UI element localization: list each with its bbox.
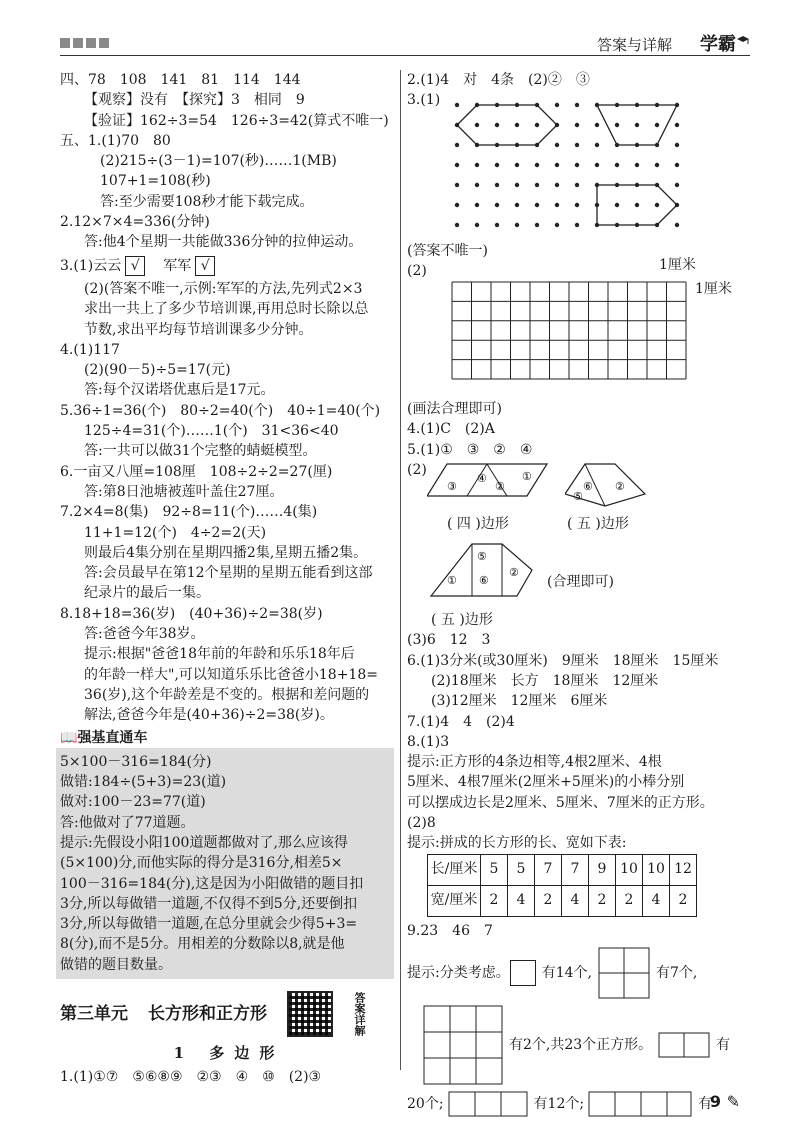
text-line: 答:会员最早在第12个星期的星期五能看到这部 — [84, 565, 373, 582]
lesson-title: 1 多边形 — [173, 1044, 285, 1063]
text-line: 5×100－316=184(分) — [60, 753, 212, 770]
text-line: 五、1.(1)70 80 — [60, 132, 171, 149]
grid-dot — [475, 162, 479, 166]
text-line: 11+1=12(个) 4÷2=2(天) — [84, 524, 267, 541]
grid-dot — [495, 222, 499, 226]
text-line: 8.(1)3 — [407, 733, 450, 750]
text-line: 有7个, — [655, 964, 698, 981]
grid-dot — [555, 222, 559, 226]
table-cell: 5 — [481, 854, 508, 885]
svg-text:②: ② — [509, 566, 519, 580]
text-line: 2.(1)4 对 4条 (2)② ③ — [407, 72, 590, 88]
text-line: 9.23 46 7 — [407, 922, 493, 939]
text-line: 20个; — [407, 1095, 444, 1112]
grid-dot — [595, 162, 599, 166]
tangram-figures — [407, 460, 747, 610]
grid-dot — [455, 182, 459, 186]
text-line: 2.12×7×4=336(分钟) — [60, 214, 210, 231]
grid-dot — [535, 122, 539, 126]
grid-dot — [595, 122, 599, 126]
table-row — [428, 854, 697, 885]
unit-number: 第三单元 — [60, 1003, 128, 1024]
text-line: 有12个; — [533, 1095, 585, 1112]
page-number: 9 ✎ — [709, 1092, 740, 1111]
grid-dot — [455, 222, 459, 226]
column-divider — [400, 70, 401, 1070]
text-line: 【观察】没有 【探究】3 相同 9 — [84, 92, 305, 109]
q9-row — [407, 947, 747, 999]
text-line: 5厘米、4根7厘米(2厘米+5厘米)的小棒分别 — [407, 774, 685, 791]
svg-text:②: ② — [615, 480, 625, 494]
svg-text:①: ① — [522, 470, 532, 484]
book-icon: 📖 — [60, 729, 78, 746]
text-line: 7.(1)4 4 (2)4 — [407, 713, 515, 730]
grid-dot — [575, 222, 579, 226]
grid-dot — [515, 162, 519, 166]
table-cell: 2 — [616, 885, 643, 916]
grid-dot — [635, 122, 639, 126]
text-line: 3分,所以每做错一道题,在总分里就会少得5+3= — [60, 916, 358, 933]
text-line: (2)(答案不唯一,示例:军军的方法,先列式2×3 — [84, 280, 363, 297]
grid-dot — [655, 122, 659, 126]
check-box: √ — [195, 256, 215, 276]
text-line: (合理即可) — [547, 574, 614, 591]
table-cell: 2 — [535, 885, 562, 916]
grid-dot — [655, 162, 659, 166]
grid-dot — [635, 202, 639, 206]
table-cell: 4 — [643, 885, 670, 916]
text-line: 答:至少需要108秒才能下载完成。 — [100, 193, 314, 210]
table-cell: 9 — [589, 854, 616, 885]
unit-title — [60, 991, 398, 1037]
grid-dot — [515, 222, 519, 226]
unit-name: 长方形和正方形 — [148, 1003, 267, 1024]
polygon-label: ( 五 )边形 — [567, 516, 629, 533]
grid-dot — [535, 222, 539, 226]
grid-dot — [655, 202, 659, 206]
text-line: 纪录片的最后一集。 — [84, 585, 210, 602]
text-line: 4.(1)C (2)A — [407, 421, 495, 438]
grid-dot — [675, 122, 679, 126]
table-header: 宽/厘米 — [428, 885, 481, 916]
text-line: 提示:根据"爸爸18年前的年龄和乐乐18年后 — [84, 646, 355, 663]
grid-dot — [535, 162, 539, 166]
text-line: 100－316=184(分),这是因为小阳做错的题目扣 — [60, 875, 364, 892]
rectangle-table — [427, 854, 697, 917]
shaded-box — [56, 748, 394, 979]
text-line: 求出一共上了多少节培训课,再用总时长除以总 — [84, 301, 369, 318]
text-line: 做错:184÷(5+3)=23(道) — [60, 774, 227, 791]
svg-text:③: ③ — [447, 480, 457, 494]
grid-dot — [675, 162, 679, 166]
grid-dot — [675, 222, 679, 226]
text-line: 有 — [698, 1095, 713, 1112]
text-line: 6.(1)3分米(或30厘米) 9厘米 18厘米 15厘米 — [407, 652, 719, 669]
text-line: (2)215÷(3－1)=107(秒)……1(MB) — [100, 153, 337, 170]
grid-dot — [615, 122, 619, 126]
grid-dot — [595, 142, 599, 146]
text-line: 6.一亩又八厘=108厘 108÷2÷2=27(厘) — [60, 463, 333, 480]
grid-dot — [475, 202, 479, 206]
grid-dot — [495, 202, 499, 206]
table-cell: 7 — [562, 854, 589, 885]
grid-dot — [575, 182, 579, 186]
table-cell: 12 — [670, 854, 697, 885]
text-line: 107+1=108(秒) — [100, 173, 211, 190]
grid-dot — [675, 142, 679, 146]
svg-text:④: ④ — [477, 472, 487, 486]
grid-figure — [407, 257, 747, 399]
grid-dot — [635, 162, 639, 166]
rect-1x3 — [448, 1091, 528, 1117]
table-cell: 10 — [616, 854, 643, 885]
text-line: 答:第8日池塘被莲叶盖住27厘。 — [84, 483, 284, 500]
square-1x1 — [510, 960, 536, 986]
right-column — [407, 70, 747, 1123]
text-line: 【验证】162÷3=54 126÷3=42(算式不唯一) — [84, 112, 389, 129]
header-squares — [60, 38, 109, 48]
hexagon — [457, 105, 557, 145]
text-line: 3.(1) — [407, 92, 441, 109]
grid-dot — [455, 162, 459, 166]
text-line: 则最后4集分别在星期四播2集,星期五播2集。 — [84, 544, 368, 561]
text-line: (2) — [407, 462, 427, 479]
grid-dot — [555, 182, 559, 186]
grid-dot — [575, 142, 579, 146]
text-line: 做对:100－23=77(道) — [60, 794, 206, 811]
graduation-cap-icon — [736, 34, 750, 48]
text-line: 1.(1)①⑦ ⑤⑥⑧⑨ ②③ ④ ⑩ (2)③ — [60, 1069, 322, 1086]
grid-dot — [555, 102, 559, 106]
grid-dot — [555, 202, 559, 206]
text-line: (2)8 — [407, 815, 436, 832]
q9-row — [407, 1091, 747, 1117]
text-line: (2)(90－5)÷5=17(元) — [84, 362, 231, 379]
table-cell: 4 — [562, 885, 589, 916]
text-line: (画法合理即可) — [407, 401, 502, 418]
text-line: 提示:正方形的4条边相等,4根2厘米、4根 — [407, 754, 662, 771]
header-title: 答案与详解 — [596, 36, 672, 54]
table-header: 长/厘米 — [428, 854, 481, 885]
text-line: 5.(1)① ③ ② ④ — [407, 441, 533, 458]
text-line: 7.2×4=8(集) 92÷8=11(个)……4(集) — [60, 504, 318, 521]
grid-dot — [515, 182, 519, 186]
text-line: 提示:分类考虑。 — [407, 964, 510, 981]
table-cell: 2 — [589, 885, 616, 916]
text-line: 3.(1)云云 √ 军军 √ — [60, 256, 398, 276]
table-cell: 2 — [670, 885, 697, 916]
text-line: 做错的题目数量。 — [60, 956, 172, 973]
text-line: (5×100)分,而他实际的得分是316分,相差5× — [60, 855, 343, 872]
section-title: 📖强基直通车 — [60, 729, 148, 746]
text-line: 5.36÷1=36(个) 80÷2=40(个) 40÷1=40(个) — [60, 402, 381, 419]
grid-dot — [455, 102, 459, 106]
text-line: 解法,爸爸今年是(40+36)÷2=38(岁)。 — [84, 707, 334, 724]
grid-dot — [475, 222, 479, 226]
text-line: 3分,所以每做错一道题,不仅得不到5分,还要倒扣 — [60, 895, 358, 912]
dot-grid-figure — [447, 95, 697, 235]
grid-dot — [555, 162, 559, 166]
grid-dot — [455, 142, 459, 146]
text-line: 有 — [716, 1036, 731, 1053]
text-line: 有14个, — [541, 964, 592, 981]
text-line: 节数,求出平均每节培训课多少分钟。 — [84, 321, 313, 338]
text-line: (3)6 12 3 — [407, 632, 491, 649]
pencil-icon: ✎ — [726, 1092, 740, 1111]
grid-dot — [615, 202, 619, 206]
text-line: 125÷4=31(个)……1(个) 31<36<40 — [84, 423, 339, 440]
left-column — [60, 70, 398, 1088]
grid-dot — [475, 122, 479, 126]
check-box: √ — [125, 256, 145, 276]
svg-text:①: ① — [447, 574, 457, 588]
tangram-pentagon — [565, 460, 655, 510]
text-line: 答:他做对了77道题。 — [60, 814, 195, 831]
text-line: 四、78 108 141 81 114 144 — [60, 72, 301, 88]
text-line: 有2个,共23个正方形。 — [509, 1036, 653, 1053]
grid-dot — [555, 142, 559, 146]
text-line: (3)12厘米 12厘米 6厘米 — [431, 693, 608, 710]
grid-dot — [475, 182, 479, 186]
grid-dot — [535, 202, 539, 206]
text-line: (答案不唯一) — [407, 242, 488, 259]
text-line: 4.(1)117 — [60, 341, 120, 358]
text-line: 8(分),而不是5分。用相差的分数除以8,就是他 — [60, 936, 345, 953]
grid-dot — [495, 122, 499, 126]
polygon-label: ( 四 )边形 — [447, 516, 509, 533]
grid-dot — [575, 102, 579, 106]
grid-dot — [495, 162, 499, 166]
text-line: (2) — [407, 263, 427, 280]
grid-dot — [535, 182, 539, 186]
text-line: (2)18厘米 长方 18厘米 12厘米 — [431, 672, 659, 689]
table-row — [428, 885, 697, 916]
tangram-quadrilateral — [427, 460, 557, 500]
grid-dot — [515, 122, 519, 126]
q9-row — [407, 1005, 747, 1085]
text-line: 可以摆成边长是2厘米、5厘米、7厘米的正方形。 — [407, 794, 714, 811]
text-line: 提示:先假设小阳100道题都做对了,那么应该得 — [60, 834, 348, 851]
dot-grid — [455, 102, 679, 226]
text-line: 答:爸爸今年38岁。 — [84, 626, 205, 643]
grid-label-top: 1厘米 — [659, 257, 696, 274]
rect-1x2 — [658, 1032, 710, 1058]
svg-text:⑤: ⑤ — [477, 550, 487, 564]
text-line: 36(岁),这个年龄差是不变的。根据和差问题的 — [84, 686, 370, 703]
text-line: 8.18+18=36(岁) (40+36)÷2=38(岁) — [60, 605, 323, 622]
square-grid — [451, 281, 691, 381]
grid-dot — [575, 202, 579, 206]
qr-code[interactable] — [287, 991, 333, 1037]
table-cell: 4 — [508, 885, 535, 916]
svg-text:⑥: ⑥ — [583, 480, 593, 494]
text-line: 答:他4个星期一共能做336分钟的拉伸运动。 — [84, 234, 363, 251]
grid-dot — [495, 182, 499, 186]
svg-text:⑥: ⑥ — [479, 574, 489, 588]
grid-label-side: 1厘米 — [695, 281, 732, 298]
table-cell: 10 — [643, 854, 670, 885]
grid-dot — [515, 202, 519, 206]
grid-dot — [455, 202, 459, 206]
grid-dot — [675, 182, 679, 186]
text-line: 的年龄一样大",可以知道乐乐比爸爸小18+18= — [84, 666, 378, 683]
page-header — [60, 28, 750, 56]
qr-label: 答案详解 — [353, 992, 366, 1037]
grid-dot — [575, 122, 579, 126]
square-3x3 — [423, 1005, 503, 1085]
header-brand: 学霸 — [700, 34, 736, 55]
grid-dot — [615, 162, 619, 166]
table-cell: 7 — [535, 854, 562, 885]
text-line: 提示:拼成的长方形的长、宽如下表: — [407, 835, 627, 852]
svg-text:②: ② — [495, 480, 505, 494]
text-line: 答:一共可以做31个完整的蜻蜓模型。 — [84, 443, 317, 460]
rect-1x4 — [588, 1091, 692, 1117]
table-cell: 5 — [508, 854, 535, 885]
text-line: 答:每个汉诺塔优惠后是17元。 — [84, 382, 275, 399]
svg-text:⑤: ⑤ — [573, 490, 583, 504]
tangram-pentagon-2 — [427, 540, 537, 600]
square-2x2 — [598, 947, 650, 999]
table-cell: 2 — [481, 885, 508, 916]
polygon-label: ( 五 )边形 — [431, 612, 493, 629]
grid-dot — [575, 162, 579, 166]
